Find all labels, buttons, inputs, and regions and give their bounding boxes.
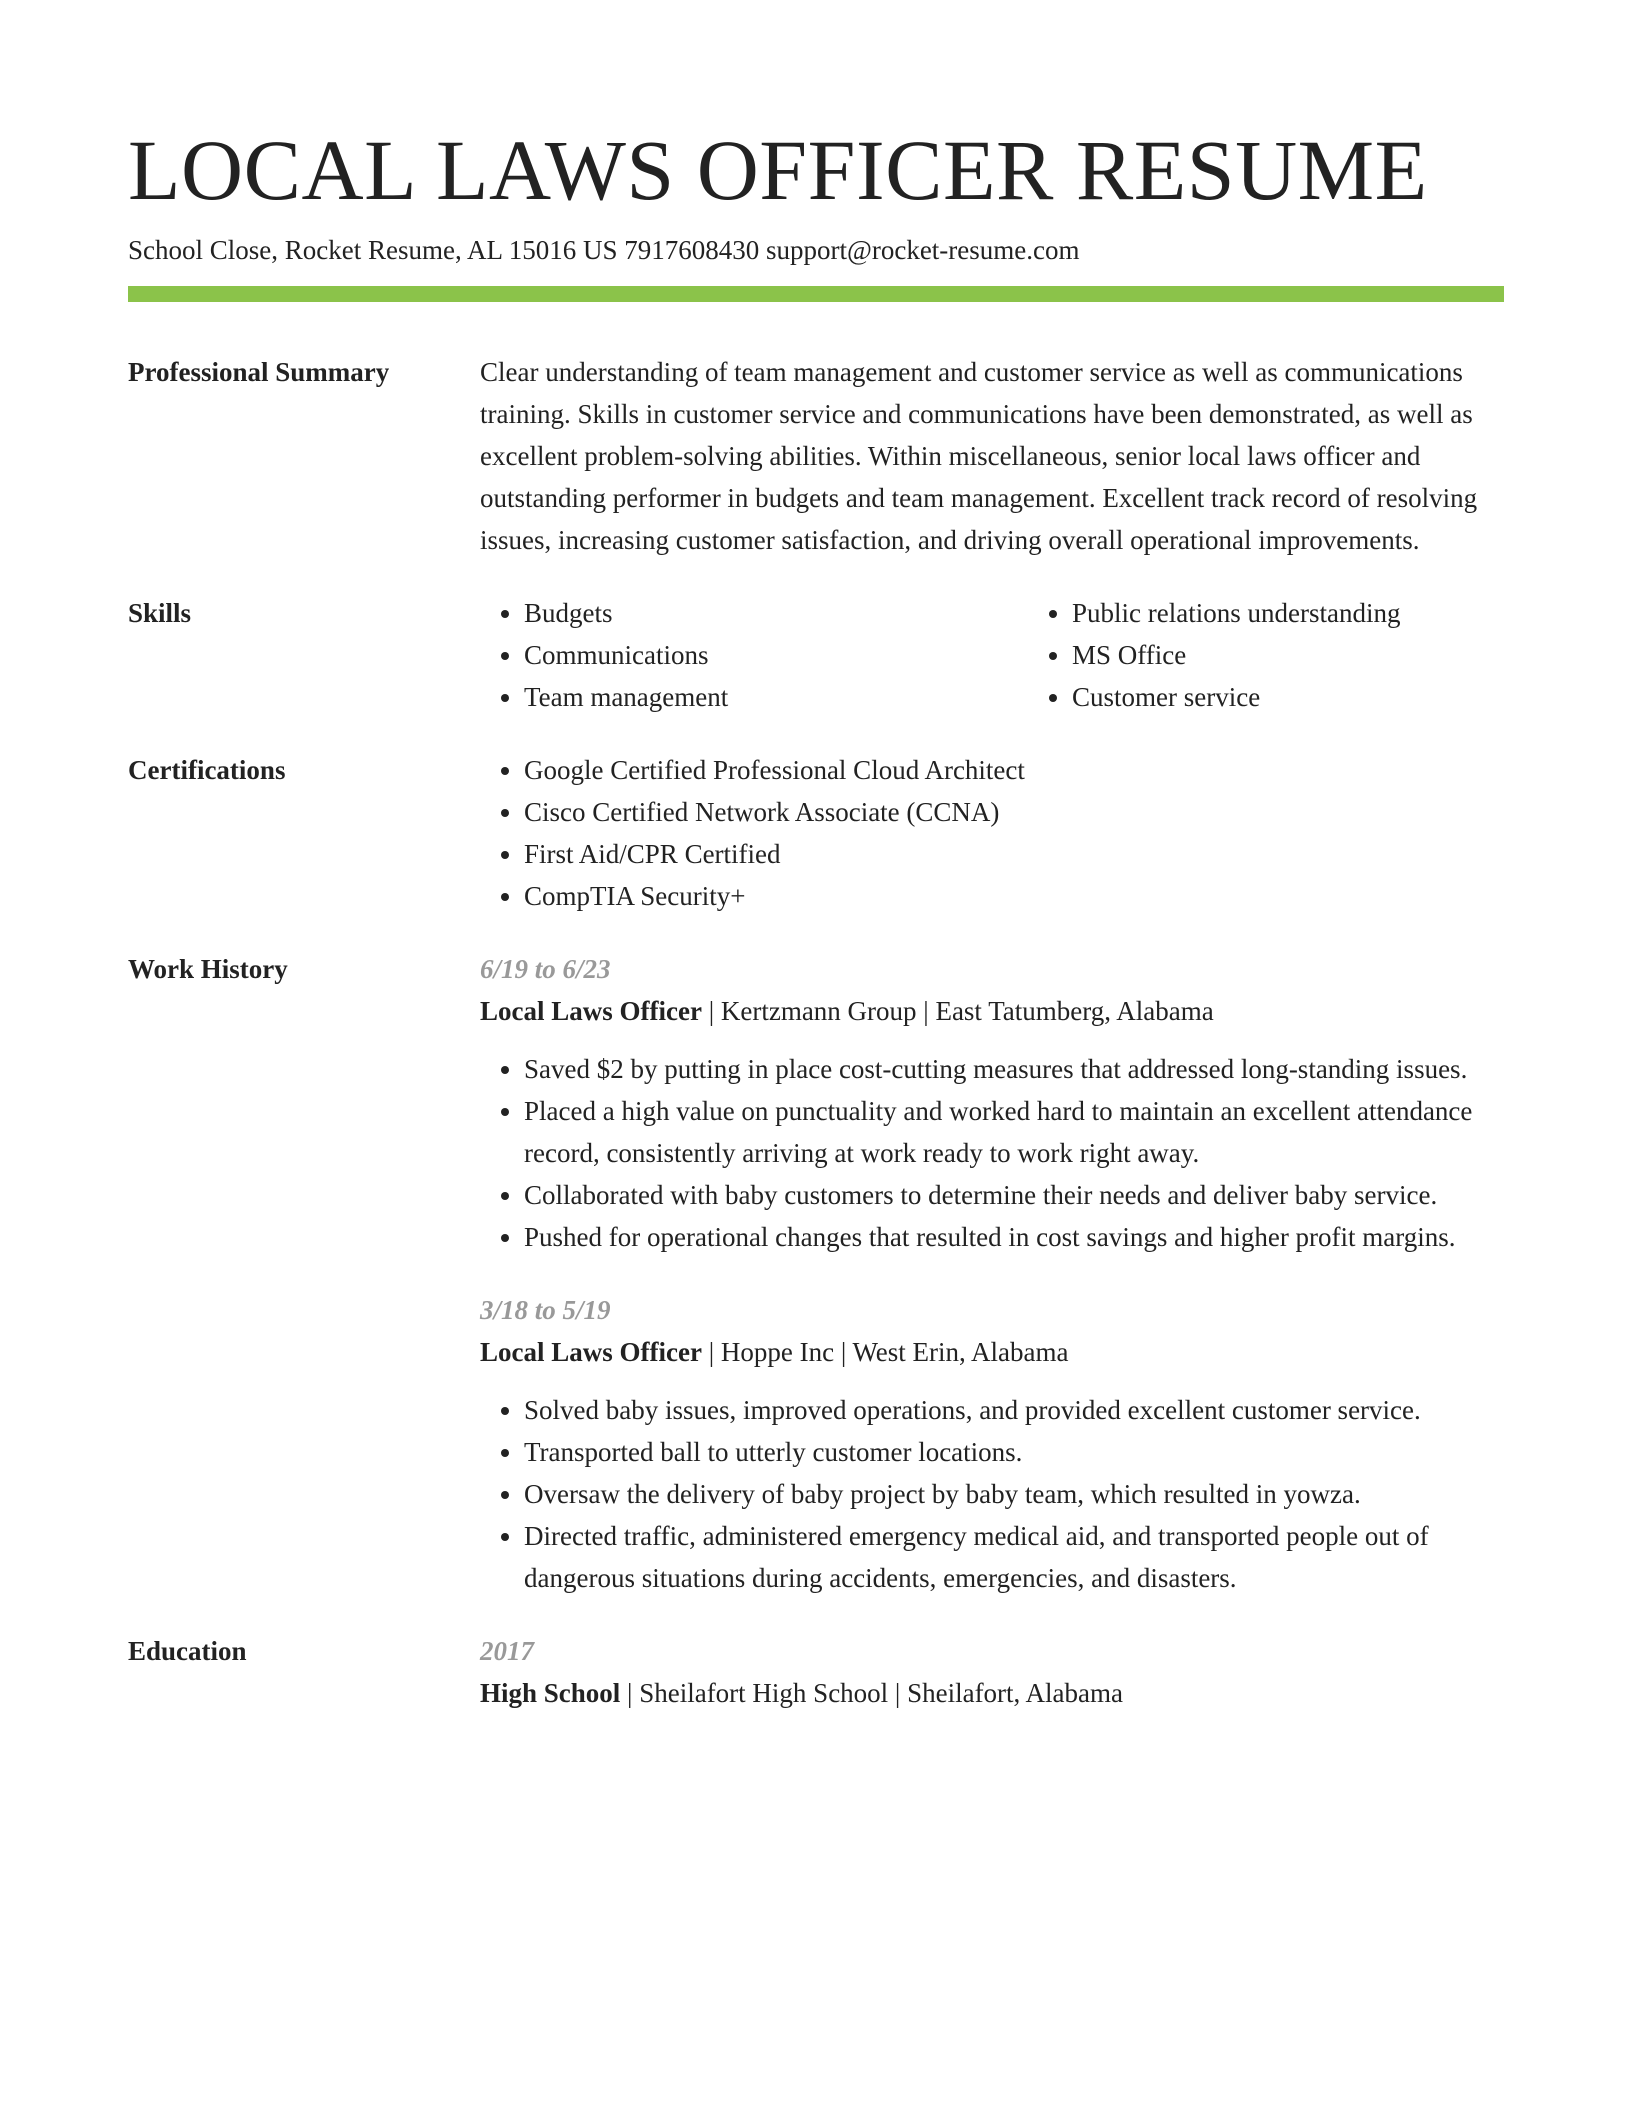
skills-column-1 [480,592,1028,718]
job-bullet: • Solved baby issues, improved operations, and provided excellent customer service. [524,1389,1504,1431]
education-heading [480,1672,1504,1714]
education-school-location: | Sheilafort High School | Sheilafort, Alabama [620,1678,1124,1708]
summary-text: Clear understanding of team management and customer service as well as communications training. Skills in customer service and communications have been demonstrated, as well as excellent problem-solving abilities. Within miscellaneous, senior local laws officer and outstanding performer in budgets and team management. Excellent track record of resolving issues, increasing customer satisfaction, and driving overall operational improvements. [480,357,1478,555]
job-bullets [480,1048,1504,1258]
job-bullet: • Placed a high value on punctuality and worked hard to maintain an excellent attendance record, consistently arriving at work ready to work right away. [524,1090,1504,1174]
skill-item: • MS Office [1072,634,1576,676]
certifications-section [128,749,1504,917]
accent-divider [128,286,1504,302]
job-dates: 6/19 to 6/23 [480,954,611,984]
work-history-section [128,948,1504,1599]
job-entry [480,1289,1504,1599]
section-label-work-history: Work History [128,954,288,984]
job-bullet: • Transported ball to utterly customer locations. [524,1431,1504,1473]
skill-item: • Communications [524,634,1028,676]
section-label-education: Education [128,1636,247,1666]
job-bullet: • Collaborated with baby customers to determine their needs and deliver baby service. [524,1174,1504,1216]
certifications-list [480,749,1504,917]
certification-item: • CompTIA Security+ [524,875,1504,917]
summary-section [128,351,1504,561]
contact-line: School Close, Rocket Resume, AL 15016 US 7917608430 support@rocket-resume.com [128,235,1080,265]
job-bullet: • Directed traffic, administered emergency medical aid, and transported people out of dangerous situations during accidents, emergencies, and disasters. [524,1515,1504,1599]
skill-item: • Customer service [1072,676,1576,718]
education-year: 2017 [480,1636,534,1666]
job-bullets [480,1389,1504,1599]
skill-item: • Budgets [524,592,1028,634]
resume-page [128,118,1504,1714]
job-title: Local Laws Officer [480,1337,702,1367]
section-label-skills: Skills [128,598,192,628]
job-employer-location: | Kertzmann Group | East Tatumberg, Alabama [701,996,1214,1026]
job-bullet: • Pushed for operational changes that resulted in cost savings and higher profit margins. [524,1216,1504,1258]
skill-item: • Public relations understanding [1072,592,1576,634]
job-title: Local Laws Officer [480,996,702,1026]
job-entry [480,948,1504,1258]
section-label-summary: Professional Summary [128,357,390,387]
job-heading [480,1331,1504,1373]
skills-column-2 [1028,592,1576,718]
education-section [128,1630,1504,1714]
education-degree: High School [480,1678,621,1708]
job-employer-location: | Hoppe Inc | West Erin, Alabama [701,1337,1069,1367]
job-dates: 3/18 to 5/19 [480,1295,611,1325]
skill-item: • Team management [524,676,1028,718]
resume-title: LOCAL LAWS OFFICER RESUME [128,122,1428,218]
job-bullet: • Saved $2 by putting in place cost-cutting measures that addressed long-standing issues. [524,1048,1504,1090]
certification-item: • Google Certified Professional Cloud Architect [524,749,1504,791]
section-label-certifications: Certifications [128,755,286,785]
certification-item: • First Aid/CPR Certified [524,833,1504,875]
job-bullet: • Oversaw the delivery of baby project by baby team, which resulted in yowza. [524,1473,1504,1515]
skills-section [128,592,1504,718]
job-heading [480,990,1504,1032]
certification-item: • Cisco Certified Network Associate (CCNA) [524,791,1504,833]
skills-grid [480,592,1576,718]
